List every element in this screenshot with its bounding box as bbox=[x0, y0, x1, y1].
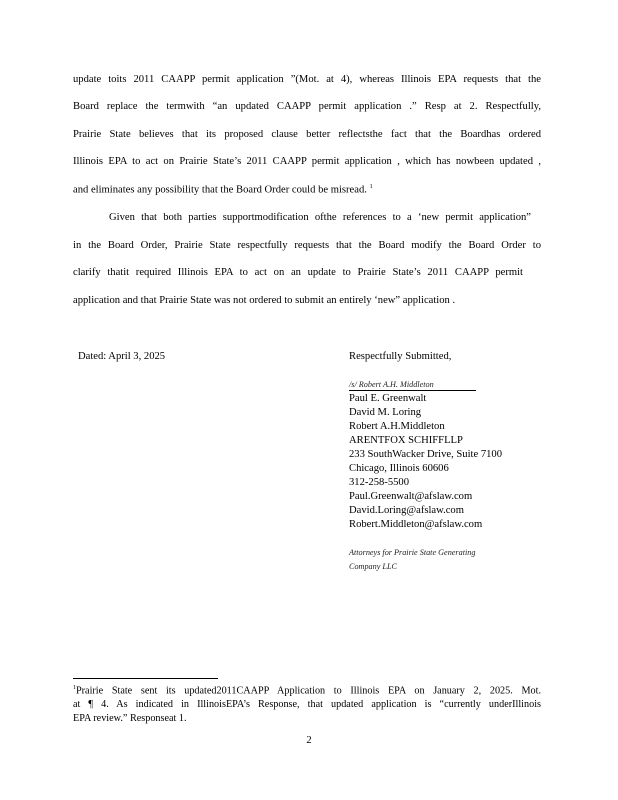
body-line: Illinois EPA to act on Prairie State’s 2011 CAAPP permit application , which has nowbeen updated , bbox=[73, 156, 541, 167]
signature: /s/ Robert A.H. Middleton bbox=[349, 380, 434, 389]
phone: 312-258-5500 bbox=[349, 477, 410, 488]
signature-line bbox=[349, 390, 476, 391]
closing: Respectfully Submitted, bbox=[349, 351, 452, 362]
footnote-line: at ¶ 4. As indicated in IllinoisEPA’s Response, that updated application is “currently underIllinois bbox=[73, 699, 541, 710]
body-line: clarify thatit required Illinois EPA to act on an update to Prairie State’s 2011 CAAPP permit bbox=[73, 267, 523, 278]
email-link[interactable]: Robert.Middleton@afslaw.com bbox=[349, 519, 483, 530]
attorney-line: Robert A.H.Middleton bbox=[349, 421, 445, 432]
email-link[interactable]: David.Loring@afslaw.com bbox=[349, 505, 464, 516]
page-number: 2 bbox=[306, 735, 312, 746]
body-line-text: and eliminates any possibility that the Board Order could be misread. bbox=[73, 184, 367, 196]
email-link[interactable]: Paul.Greenwalt@afslaw.com bbox=[349, 491, 473, 502]
footnote-reference[interactable]: 1 bbox=[369, 184, 373, 190]
body-line: in the Board Order, Prairie State respectfully requests that the Board modify the Board Order to bbox=[73, 240, 541, 251]
attorneys-for-line: Attorneys for Prairie State Generating bbox=[349, 548, 476, 557]
firm-name: ARENTFOX SCHIFFLLP bbox=[349, 435, 463, 446]
footnote-line bbox=[73, 685, 541, 696]
dated-line: Dated: April 3, 2025 bbox=[78, 351, 166, 362]
body-line: Prairie State believes that its proposed clause better reflectsthe fact that the Boardhas ordered bbox=[73, 129, 541, 140]
attorney-line: David M. Loring bbox=[349, 407, 422, 418]
body-line: Given that both parties supportmodification ofthe references to a ‘new permit application” bbox=[109, 212, 531, 223]
body-line: Board replace the termwith “an updated CAAPP permit application .” Resp at 2. Respectfully, bbox=[73, 101, 541, 112]
attorneys-for-line: Company LLC bbox=[349, 562, 397, 571]
address-line: 233 SouthWacker Drive, Suite 7100 bbox=[349, 449, 503, 460]
attorney-line: Paul E. Greenwalt bbox=[349, 393, 427, 404]
footnote-divider bbox=[73, 678, 218, 679]
body-line-last bbox=[73, 184, 541, 196]
footnote-line: EPA review.” Responseat 1. bbox=[73, 713, 187, 724]
footnote-text: Prairie State sent its updated2011CAAPP Application to Illinois EPA on January 2, 2025. Mot. bbox=[76, 685, 541, 697]
body-line: application and that Prairie State was not ordered to submit an entirely ‘new” application . bbox=[73, 295, 456, 306]
footnote-marker: 1 bbox=[73, 685, 76, 691]
city-line: Chicago, Illinois 60606 bbox=[349, 463, 449, 474]
body-line: update toits 2011 CAAPP permit application ”(Mot. at 4), whereas Illinois EPA requests that the bbox=[73, 74, 541, 85]
